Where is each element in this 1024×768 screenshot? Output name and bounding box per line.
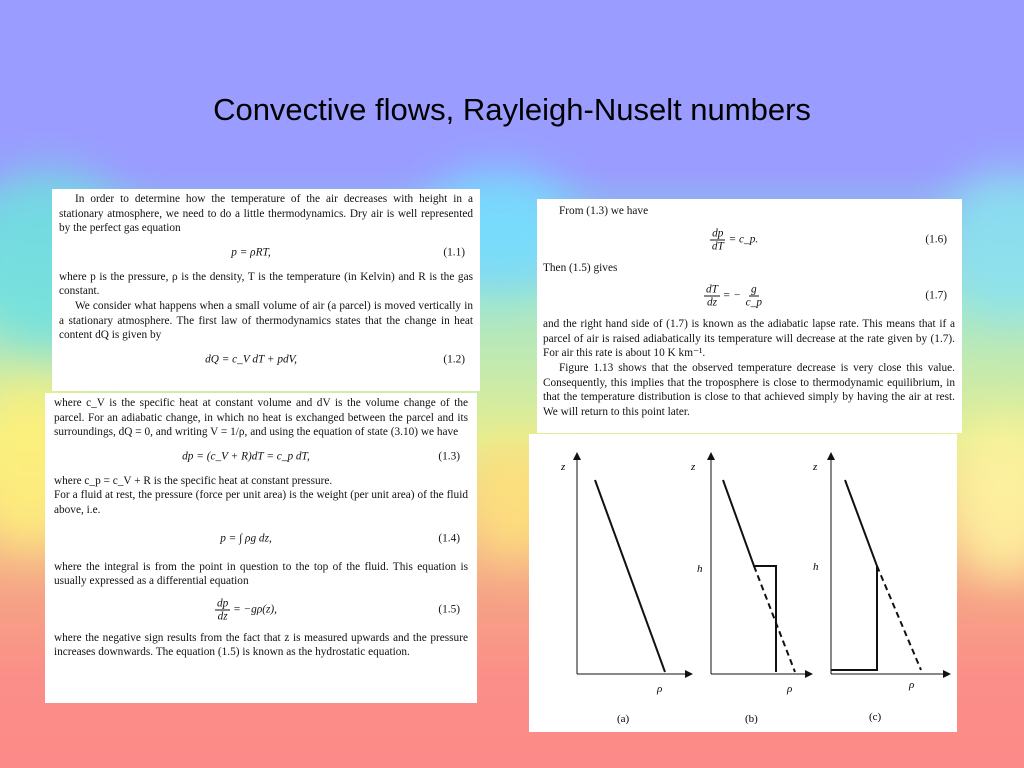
figure-temperature-profiles [529,434,957,732]
z-axis-label: z [813,461,818,473]
paragraph: Figure 1.13 shows that the observed temperature decrease is very close this value. Consequently, this implies that the troposphere is close to thermodynamic equilibrium, in that the temperature distribution is close to that achieved simply by having the air at rest. We will return to this point later. [543,361,955,418]
mixed-layer-profile-line [831,480,877,670]
caption-a: (a) [617,713,630,725]
paragraph: where p is the pressure, ρ is the density, T is the temperature (in Kelvin) and R is the gas constant. [59,270,473,298]
equation-1-7: $\frac{dT}{dz}$ = − $\frac{g}{c\_p}$ (1.7) [706,283,947,309]
document-excerpt-top-left [52,189,480,391]
figure-svg [529,434,957,732]
paragraph: For a fluid at rest, the pressure (force per unit area) is the weight (per unit area) of the fluid above, i.e. [54,489,468,516]
equation-1-3: dp = (c_V + R)dT = c_p dT, (1.3) [182,450,460,463]
equation-1-1: p = ρRT, (1.1) [231,246,465,259]
equation-1-2: dQ = c_V dT + pdV, (1.2) [205,353,465,366]
caption-b: (b) [745,713,758,725]
stable-profile-line [723,480,776,672]
h-label: h [697,563,703,575]
fraction: $\frac{dT}{dz}$ [706,283,718,309]
subfigure-b [690,456,809,725]
adiabatic-dashed-line [754,566,795,672]
z-axis-label: z [691,461,696,473]
paragraph: where c_p = c_V + R is the specific heat at constant pressure. [54,474,333,487]
adiabatic-profile-line [595,480,665,672]
fraction: $\frac{g}{c\_p}$ [745,283,762,309]
paragraph: Then (1.5) gives [543,261,618,274]
rho-axis-label: ρ [787,683,793,695]
paragraph: We consider what happens when a small volume of air (a parcel) is moved vertically in a stationary atmosphere. The first law of thermodynamics states that the change in heat content dQ is given by [59,299,473,342]
caption-c: (c) [869,711,882,723]
fraction: $\frac{dp}{dT}$ [711,227,724,253]
equation-1-6: $\frac{dp}{dT}$ = c_p. (1.6) [711,227,947,253]
document-excerpt-top-right [537,199,962,433]
slide-title: Convective flows, Rayleigh-Nuselt numbers [213,92,811,127]
adiabatic-dashed-line [877,566,921,670]
equation-1-4: p = ∫ ρg dz, (1.4) [220,532,460,545]
fraction: $\frac{dp}{dz}$ [216,597,229,623]
paragraph: where the integral is from the point in question to the top of the fluid. This equation is usually expressed as a differential equation [54,560,468,588]
paragraph: In order to determine how the temperature of the air decreases with height in a stationary atmosphere, we need to do a little thermodynamics. Dry air is well represented by the perfect gas equation [59,193,473,235]
equation-1-5: $\frac{dp}{dz}$ = −gρ(z), (1.5) [216,597,460,623]
h-label: h [813,561,819,573]
paragraph: From (1.3) we have [559,205,649,217]
z-axis-label: z [561,461,566,473]
subfigure-c [812,456,947,723]
paragraph: where c_V is the specific heat at constant volume and dV is the volume change of the parcel. For an adiabatic change, in which no heat is exchanged between the parcel and its surroundings, dQ = 0, and writing V = 1/ρ, and using the equation of state (3.10) we have [54,397,468,439]
paragraph: where the negative sign results from the fact that z is measured upwards and the pressure increases downwards. The equation (1.5) is known as the hydrostatic equation. [54,631,468,659]
document-excerpt-bottom-left [45,393,477,703]
rho-axis-label: ρ [657,683,663,695]
subfigure-a [560,456,689,725]
rho-axis-label: ρ [909,679,915,691]
background-blob [950,420,1024,580]
paragraph: and the right hand side of (1.7) is known as the adiabatic lapse rate. This means that if a parcel of air is raised adiabatically its temperature will decrease at the rate given by (1.7). For air this rate is about 10 K km⁻¹. [543,318,955,360]
